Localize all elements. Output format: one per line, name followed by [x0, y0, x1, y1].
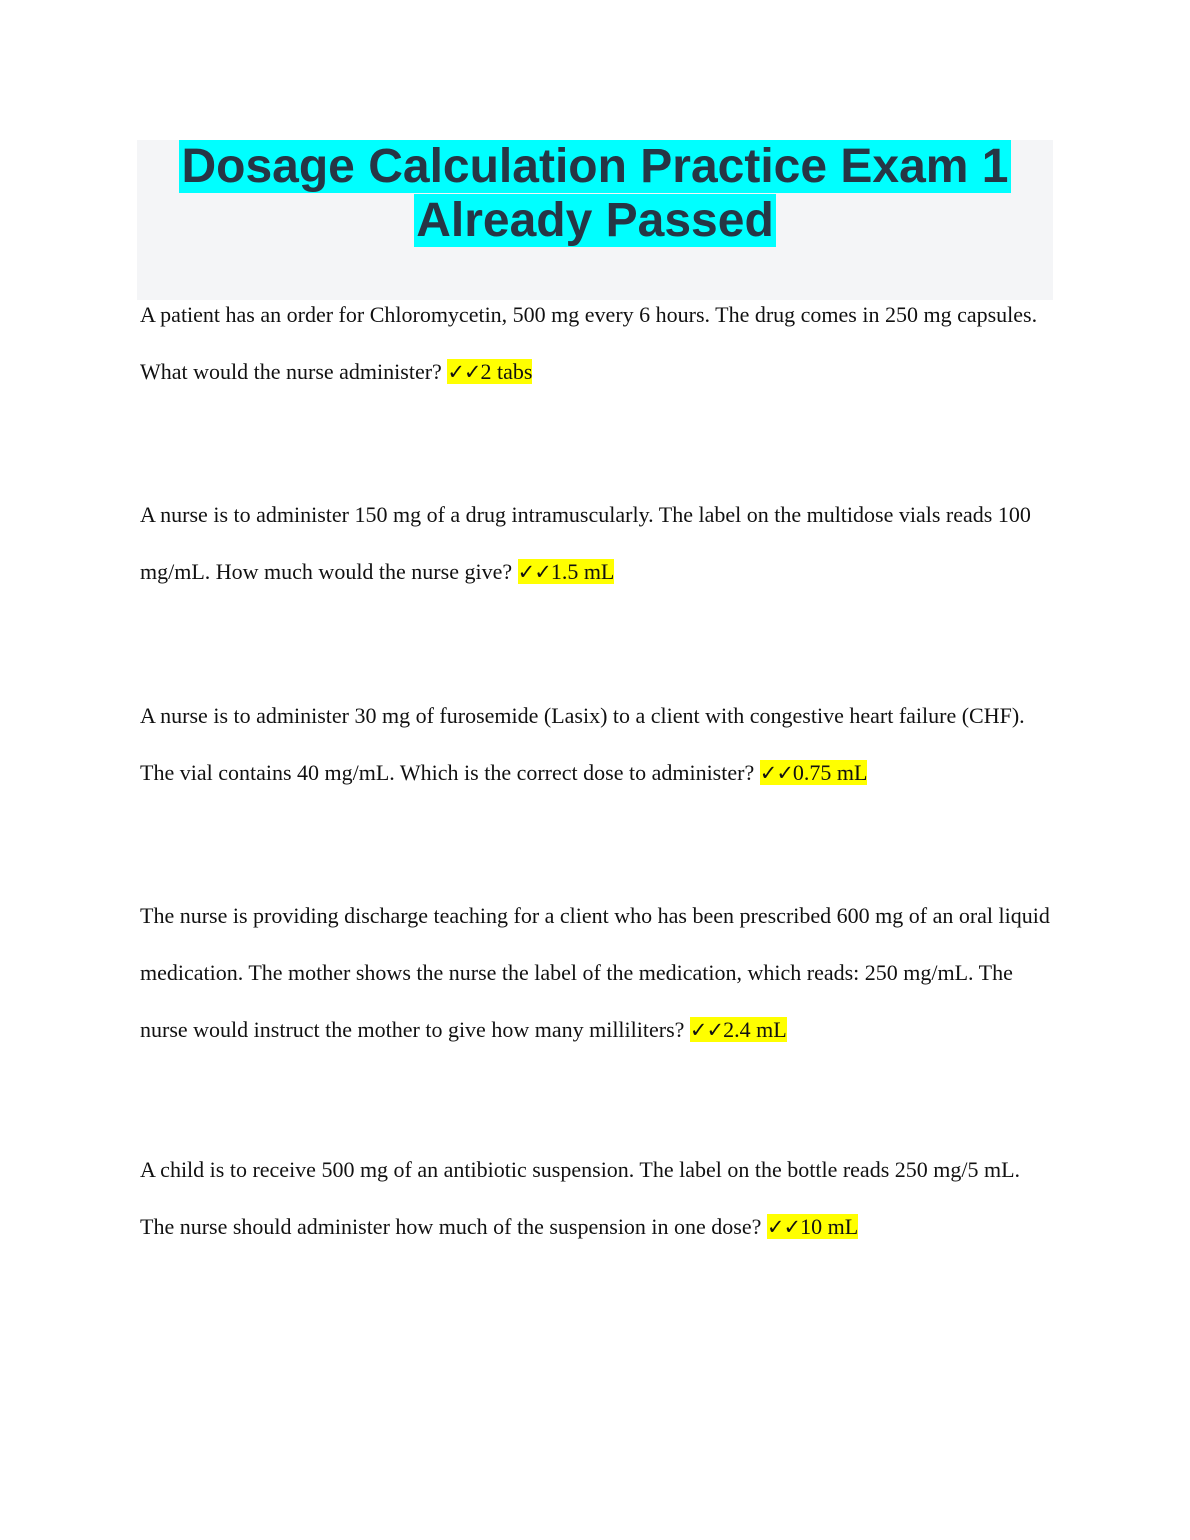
double-check-icon: ✓✓ — [759, 761, 793, 785]
answer-text: 2.4 mL — [723, 1017, 787, 1042]
question-item-4 — [140, 887, 1055, 1059]
question-text: A nurse is to administer 150 mg of a drug intramuscularly. The label on the multidose vials reads 100 mg/mL. How much would the nurse give? — [140, 502, 1031, 584]
question-item-5 — [140, 1141, 1055, 1256]
double-check-icon: ✓✓ — [766, 1215, 801, 1239]
answer-text: 2 tabs — [480, 359, 533, 384]
question-text: A nurse is to administer 30 mg of furosemide (Lasix) to a client with congestive heart failure (CHF). The vial contains 40 mg/mL. Which is the correct dose to administer? — [140, 703, 1025, 785]
question-item-1 — [140, 286, 1055, 401]
question-item-2 — [140, 486, 1055, 601]
answer-highlight — [760, 760, 868, 785]
answer-highlight — [518, 559, 615, 584]
answer-text: 10 mL — [800, 1214, 859, 1239]
page-title — [137, 140, 1053, 248]
question-text: The nurse is providing discharge teaching for a client who has been prescribed 600 mg of an oral liquid medication. The mother shows the nurse the label of the medication, which reads: 250 mg/mL. The nurse would instruct the mother to give how many milliliters? — [140, 903, 1050, 1042]
answer-text: 1.5 mL — [550, 559, 615, 584]
double-check-icon: ✓✓ — [517, 560, 551, 584]
title-line-2: Already Passed — [416, 194, 774, 247]
title-line-1: Dosage Calculation Practice Exam 1 — [181, 140, 1009, 193]
answer-text: 0.75 mL — [792, 760, 868, 785]
question-text: A child is to receive 500 mg of an antibiotic suspension. The label on the bottle reads 250 mg/5 mL. The nurse should administer how much of the suspension in one dose? — [140, 1157, 1021, 1239]
answer-highlight — [690, 1017, 787, 1042]
title-banner — [137, 140, 1053, 300]
double-check-icon: ✓✓ — [447, 360, 481, 384]
question-text: A patient has an order for Chloromycetin, 500 mg every 6 hours. The drug comes in 250 mg capsules. What would the nurse administer? — [140, 302, 1038, 384]
answer-highlight — [447, 359, 532, 384]
answer-highlight — [767, 1214, 858, 1239]
question-item-3 — [140, 687, 1055, 802]
double-check-icon: ✓✓ — [689, 1018, 724, 1042]
